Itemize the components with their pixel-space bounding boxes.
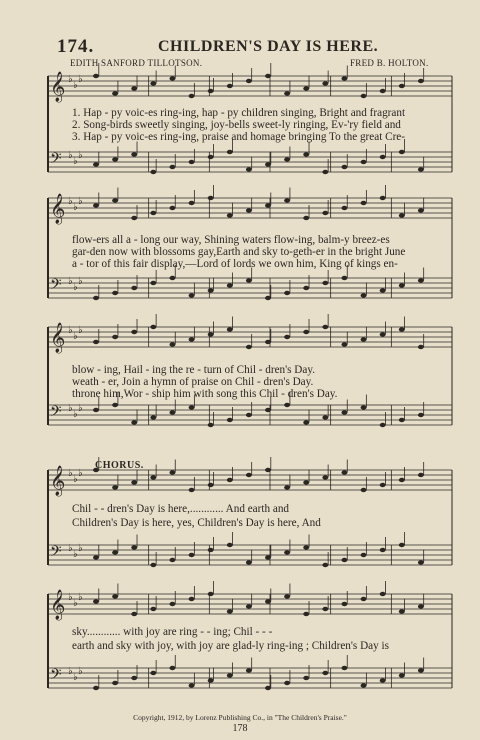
lyric-line: 2. Song-birds sweetly singing, joy-bells sweet-ly ringing, Ev-'ry field and xyxy=(72,119,401,131)
note-head xyxy=(227,673,233,677)
note-head xyxy=(418,208,424,212)
note-head xyxy=(399,150,405,154)
note-head xyxy=(93,296,99,300)
note-head xyxy=(150,475,156,479)
note-head xyxy=(208,548,214,552)
note-head xyxy=(169,76,175,80)
lyric-line: flow-ers all a - long our way, Shining waters flow-ing, balm-y breez-es xyxy=(72,234,390,246)
note-head xyxy=(265,686,271,690)
note-head xyxy=(303,216,309,220)
flat-sign: ♭ xyxy=(73,409,78,420)
note-head xyxy=(265,408,271,412)
note-head xyxy=(361,337,367,341)
note-head xyxy=(93,599,99,603)
note-head xyxy=(418,345,424,349)
note-head xyxy=(227,478,233,482)
hymn-number: 174. xyxy=(57,36,95,57)
note-head xyxy=(150,211,156,215)
note-head xyxy=(361,597,367,601)
note-head xyxy=(265,203,271,207)
note-head xyxy=(284,403,290,407)
lyric-line: blow - ing, Hail - ing the re - turn of Chil - dren's Day. xyxy=(72,364,316,376)
note-head xyxy=(131,676,137,680)
note-head xyxy=(131,612,137,616)
note-head xyxy=(189,597,195,601)
lyric-line: weath - er, Join a hymn of praise on Chil - dren's Day. xyxy=(72,376,314,388)
note-head xyxy=(169,602,175,606)
note-head xyxy=(380,483,386,487)
note-head xyxy=(227,213,233,217)
note-head xyxy=(208,155,214,159)
flat-sign: ♭ xyxy=(68,276,73,287)
note-head xyxy=(361,405,367,409)
note-head xyxy=(131,420,137,424)
note-head xyxy=(322,81,328,85)
lyric-line: 3. Hap - py voic-es ring-ing, praise and homage bringing To the great Cre- xyxy=(72,131,405,143)
note-head xyxy=(341,558,347,562)
note-head xyxy=(341,666,347,670)
note-head xyxy=(112,291,118,295)
note-head xyxy=(189,94,195,98)
note-head xyxy=(418,167,424,171)
flat-sign: ♭ xyxy=(68,74,73,85)
note-head xyxy=(246,604,252,608)
note-head xyxy=(208,332,214,336)
note-head xyxy=(169,276,175,280)
note-head xyxy=(322,415,328,419)
note-head xyxy=(399,327,405,331)
note-head xyxy=(418,79,424,83)
note-head xyxy=(341,76,347,80)
note-head xyxy=(93,203,99,207)
note-head xyxy=(246,167,252,171)
note-head xyxy=(227,84,233,88)
note-head xyxy=(189,293,195,297)
lyric-line: earth and sky with joy, with joy are glad-ly ring-ing ; Children's Day is xyxy=(72,640,389,652)
note-head xyxy=(93,555,99,559)
note-head xyxy=(169,206,175,210)
note-head xyxy=(361,293,367,297)
hymn-title: CHILDREN'S DAY IS HERE. xyxy=(158,38,379,55)
note-head xyxy=(189,553,195,557)
note-head xyxy=(399,84,405,88)
note-head xyxy=(150,607,156,611)
note-head xyxy=(131,152,137,156)
note-head xyxy=(341,342,347,346)
note-head xyxy=(380,332,386,336)
flat-sign: ♭ xyxy=(78,592,83,603)
note-head xyxy=(380,548,386,552)
treble-clef: 𝄞 xyxy=(50,72,66,102)
note-head xyxy=(93,340,99,344)
flat-sign: ♭ xyxy=(73,202,78,213)
bass-clef: 𝄢 xyxy=(50,403,62,424)
copyright-notice: Copyright, 1912, by Lorenz Publishing Co., in "The Children's Praise." xyxy=(133,713,347,722)
treble-clef: 𝄞 xyxy=(50,194,66,224)
note-head xyxy=(150,281,156,285)
note-head xyxy=(380,89,386,93)
note-head xyxy=(322,211,328,215)
composer-credit: FRED B. HOLTON. xyxy=(350,58,429,68)
bass-clef: 𝄢 xyxy=(50,543,62,564)
note-head xyxy=(341,602,347,606)
flat-sign: ♭ xyxy=(73,331,78,342)
note-head xyxy=(169,666,175,670)
lyric-line: throne him,Wor - ship him with song this Chil - dren's Day. xyxy=(72,388,338,400)
flat-sign: ♭ xyxy=(73,474,78,485)
note-head xyxy=(189,201,195,205)
note-head xyxy=(380,196,386,200)
note-head xyxy=(361,160,367,164)
lyric-line: sky............ with joy are ring - - ing; Chil - - - xyxy=(72,626,273,638)
note-head xyxy=(208,678,214,682)
flat-sign: ♭ xyxy=(73,549,78,560)
note-head xyxy=(303,152,309,156)
note-head xyxy=(303,545,309,549)
flat-sign: ♭ xyxy=(73,598,78,609)
note-head xyxy=(418,668,424,672)
note-head xyxy=(131,86,137,90)
lyric-line: gar-den now with blossoms gay,Earth and sky to-geth-er in the bright June xyxy=(72,246,406,258)
note-head xyxy=(93,74,99,78)
flat-sign: ♭ xyxy=(68,543,73,554)
note-head xyxy=(284,291,290,295)
note-head xyxy=(169,470,175,474)
note-head xyxy=(131,330,137,334)
note-head xyxy=(169,165,175,169)
note-head xyxy=(246,560,252,564)
note-head xyxy=(284,681,290,685)
note-head xyxy=(189,488,195,492)
note-head xyxy=(265,296,271,300)
note-head xyxy=(189,337,195,341)
note-head xyxy=(246,79,252,83)
note-head xyxy=(399,478,405,482)
note-head xyxy=(322,671,328,675)
note-head xyxy=(246,413,252,417)
note-head xyxy=(150,671,156,675)
note-head xyxy=(169,558,175,562)
lyric-line: Children's Day is here, yes, Children's Day is here, And xyxy=(72,517,321,529)
flat-sign: ♭ xyxy=(78,543,83,554)
note-head xyxy=(112,594,118,598)
note-head xyxy=(361,553,367,557)
note-head xyxy=(399,609,405,613)
note-head xyxy=(380,423,386,427)
note-head xyxy=(112,403,118,407)
note-head xyxy=(189,683,195,687)
note-head xyxy=(208,196,214,200)
note-head xyxy=(265,74,271,78)
flat-sign: ♭ xyxy=(78,150,83,161)
note-head xyxy=(341,165,347,169)
note-head xyxy=(150,170,156,174)
note-head xyxy=(418,473,424,477)
note-head xyxy=(418,413,424,417)
note-head xyxy=(265,162,271,166)
note-head xyxy=(361,94,367,98)
note-head xyxy=(265,599,271,603)
note-head xyxy=(303,86,309,90)
note-head xyxy=(322,607,328,611)
note-head xyxy=(284,157,290,161)
note-head xyxy=(131,286,137,290)
bass-clef: 𝄢 xyxy=(50,666,62,687)
note-head xyxy=(380,155,386,159)
flat-sign: ♭ xyxy=(68,196,73,207)
note-head xyxy=(208,423,214,427)
note-head xyxy=(361,201,367,205)
flat-sign: ♭ xyxy=(78,403,83,414)
chorus-label: CHORUS. xyxy=(95,460,144,471)
flat-sign: ♭ xyxy=(78,325,83,336)
note-head xyxy=(112,485,118,489)
flat-sign: ♭ xyxy=(78,276,83,287)
lyricist-credit: EDITH SANFORD TILLOTSON. xyxy=(70,58,203,68)
flat-sign: ♭ xyxy=(73,282,78,293)
note-head xyxy=(399,283,405,287)
flat-sign: ♭ xyxy=(68,468,73,479)
note-head xyxy=(150,81,156,85)
note-head xyxy=(265,555,271,559)
note-head xyxy=(284,91,290,95)
note-head xyxy=(208,89,214,93)
note-head xyxy=(112,335,118,339)
note-head xyxy=(341,276,347,280)
flat-sign: ♭ xyxy=(68,666,73,677)
note-head xyxy=(246,345,252,349)
note-head xyxy=(418,604,424,608)
note-head xyxy=(322,475,328,479)
flat-sign: ♭ xyxy=(68,592,73,603)
note-head xyxy=(227,283,233,287)
note-head xyxy=(341,410,347,414)
lyric-line: 1. Hap - py voic-es ring-ing, hap - py children singing, Bright and fragrant xyxy=(72,107,406,119)
note-head xyxy=(227,327,233,331)
note-head xyxy=(418,278,424,282)
note-head xyxy=(418,560,424,564)
note-head xyxy=(169,410,175,414)
note-head xyxy=(150,415,156,419)
note-head xyxy=(227,150,233,154)
note-head xyxy=(399,543,405,547)
note-head xyxy=(303,480,309,484)
note-head xyxy=(341,470,347,474)
note-head xyxy=(303,612,309,616)
lyric-line: Chil - - dren's Day is here,............ And earth and xyxy=(72,503,290,515)
note-head xyxy=(93,162,99,166)
note-head xyxy=(303,676,309,680)
note-head xyxy=(380,678,386,682)
note-head xyxy=(227,543,233,547)
note-head xyxy=(131,545,137,549)
flat-sign: ♭ xyxy=(73,672,78,683)
flat-sign: ♭ xyxy=(78,666,83,677)
note-head xyxy=(303,330,309,334)
note-head xyxy=(150,325,156,329)
note-head xyxy=(93,408,99,412)
note-head xyxy=(265,340,271,344)
note-head xyxy=(169,342,175,346)
note-head xyxy=(112,157,118,161)
note-head xyxy=(303,286,309,290)
flat-sign: ♭ xyxy=(68,325,73,336)
note-head xyxy=(246,473,252,477)
note-head xyxy=(399,213,405,217)
note-head xyxy=(227,418,233,422)
note-head xyxy=(284,335,290,339)
note-head xyxy=(227,609,233,613)
note-head xyxy=(93,686,99,690)
note-head xyxy=(131,480,137,484)
treble-clef: 𝄞 xyxy=(50,466,66,496)
note-head xyxy=(361,683,367,687)
note-head xyxy=(112,550,118,554)
note-head xyxy=(284,550,290,554)
flat-sign: ♭ xyxy=(78,468,83,479)
note-head xyxy=(303,420,309,424)
note-head xyxy=(322,170,328,174)
bass-clef: 𝄢 xyxy=(50,276,62,297)
treble-clef: 𝄞 xyxy=(50,323,66,353)
note-head xyxy=(361,488,367,492)
note-head xyxy=(112,681,118,685)
note-head xyxy=(284,198,290,202)
flat-sign: ♭ xyxy=(73,156,78,167)
note-head xyxy=(380,288,386,292)
note-head xyxy=(208,592,214,596)
note-head xyxy=(284,485,290,489)
lyric-line: a - tor of this fair display,—Lord of lords we own him, King of kings en- xyxy=(72,258,398,270)
note-head xyxy=(399,418,405,422)
note-head xyxy=(112,198,118,202)
page-number: 178 xyxy=(232,723,248,734)
note-head xyxy=(246,668,252,672)
flat-sign: ♭ xyxy=(78,74,83,85)
note-head xyxy=(208,483,214,487)
note-head xyxy=(189,405,195,409)
note-head xyxy=(341,206,347,210)
note-head xyxy=(322,563,328,567)
bass-clef: 𝄢 xyxy=(50,150,62,171)
flat-sign: ♭ xyxy=(78,196,83,207)
note-head xyxy=(284,594,290,598)
note-head xyxy=(131,216,137,220)
note-head xyxy=(112,91,118,95)
flat-sign: ♭ xyxy=(73,80,78,91)
note-head xyxy=(246,208,252,212)
note-head xyxy=(189,160,195,164)
note-head xyxy=(208,288,214,292)
note-head xyxy=(399,673,405,677)
flat-sign: ♭ xyxy=(68,403,73,414)
note-head xyxy=(150,563,156,567)
flat-sign: ♭ xyxy=(68,150,73,161)
note-head xyxy=(265,468,271,472)
note-head xyxy=(322,281,328,285)
note-head xyxy=(322,325,328,329)
note-head xyxy=(246,278,252,282)
note-head xyxy=(380,592,386,596)
treble-clef: 𝄞 xyxy=(50,590,66,620)
